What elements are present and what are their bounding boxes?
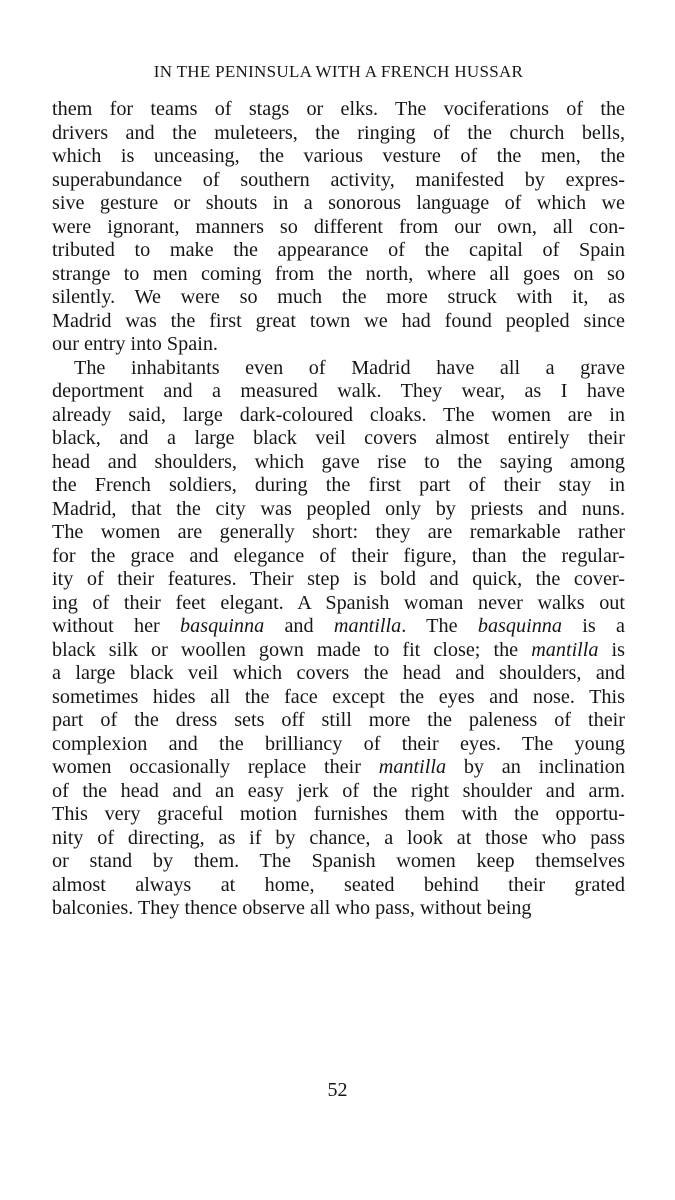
body-text: [52, 98, 625, 921]
text-line: [52, 98, 625, 122]
text-line: [52, 639, 625, 663]
text-line: [52, 192, 625, 216]
text-line: [52, 357, 625, 381]
text-run: for the grace and elegance of their figure, than the regular-: [52, 544, 625, 567]
text-run: by an inclination: [446, 756, 625, 778]
text-run: black, and a large black veil covers almost entirely their: [52, 427, 625, 449]
running-head: IN THE PENINSULA WITH A FRENCH HUSSAR: [153, 62, 524, 81]
text-line: [52, 709, 625, 733]
italic-term: mantilla: [378, 756, 447, 778]
page-number: 52: [327, 1079, 348, 1101]
text-run: the French soldiers, during the first part of their stay in: [52, 474, 625, 496]
text-run: a large black veil which covers the head and shoulders, and: [52, 662, 625, 684]
paragraph: [52, 357, 625, 921]
text-run: without her: [52, 615, 181, 637]
text-run: black silk or woollen gown made to fit close; the: [52, 638, 532, 661]
text-run: sometimes hides all the face except the eyes and nose. This: [52, 685, 625, 708]
text-run: deportment and a measured walk. They wear, as I have: [52, 380, 625, 402]
text-line: [52, 169, 625, 193]
text-run: superabundance of southern activity, manifested by expres-: [52, 168, 625, 191]
text-line: [52, 263, 625, 287]
text-line: [52, 333, 625, 357]
text-line: [52, 427, 625, 451]
text-run: or stand by them. The Spanish women keep themselves: [52, 850, 625, 872]
text-line: [52, 780, 625, 804]
text-run: balconies. They thence observe all who pass, without being: [52, 897, 532, 919]
text-line: [52, 897, 625, 921]
italic-term: mantilla: [333, 615, 402, 637]
text-line: [52, 239, 625, 263]
text-run: The inhabitants even of Madrid have all a grave: [74, 356, 625, 379]
text-run: is a: [561, 615, 625, 637]
text-run: women occasionally replace their: [52, 756, 379, 778]
text-line: [52, 568, 625, 592]
italic-term: mantilla: [531, 638, 599, 661]
text-run: The women are generally short: they are remarkable rather: [52, 521, 625, 543]
text-line: [52, 498, 625, 522]
italic-term: basquinna: [477, 615, 562, 637]
text-run: This very graceful motion furnishes them with the opportu-: [52, 803, 625, 825]
text-run: Madrid was the first great town we had found peopled since: [52, 309, 625, 332]
text-run: of the head and an easy jerk of the right shoulder and arm.: [52, 779, 625, 802]
text-line: [52, 474, 625, 498]
text-run: part of the dress sets off still more the paleness of their: [52, 709, 625, 731]
text-line: [52, 662, 625, 686]
text-run: were ignorant, manners so different from our own, all con-: [52, 215, 625, 238]
text-run: already said, large dark-coloured cloaks. The women are in: [52, 403, 625, 426]
text-run: . The: [401, 615, 478, 637]
text-run: our entry into Spain.: [52, 333, 218, 355]
text-line: [52, 615, 625, 639]
text-line: [52, 122, 625, 146]
text-run: strange to men coming from the north, where all goes on so: [52, 262, 625, 285]
text-line: [52, 592, 625, 616]
italic-term: basquinna: [180, 615, 265, 637]
text-line: [52, 286, 625, 310]
text-run: complexion and the brilliancy of their eyes. The young: [52, 732, 625, 755]
text-run: is: [598, 638, 625, 661]
text-line: [52, 521, 625, 545]
text-line: [52, 803, 625, 827]
text-run: almost always at home, seated behind their grated: [52, 873, 625, 896]
text-run: silently. We were so much the more struck with it, as: [52, 286, 625, 308]
text-line: [52, 545, 625, 569]
paragraph: [52, 98, 625, 357]
text-run: head and shoulders, which gave rise to the saying among: [52, 450, 625, 473]
text-line: [52, 756, 625, 780]
text-line: [52, 686, 625, 710]
text-line: [52, 733, 625, 757]
text-line: [52, 827, 625, 851]
text-run: ing of their feet elegant. A Spanish woman never walks out: [52, 591, 625, 614]
text-line: [52, 380, 625, 404]
text-line: [52, 216, 625, 240]
text-line: [52, 874, 625, 898]
text-run: and: [264, 615, 334, 637]
text-run: Madrid, that the city was peopled only by priests and nuns.: [52, 497, 625, 520]
text-run: tributed to make the appearance of the capital of Spain: [52, 239, 625, 261]
text-line: [52, 451, 625, 475]
text-run: them for teams of stags or elks. The vociferations of the: [52, 98, 625, 120]
text-run: sive gesture or shouts in a sonorous language of which we: [52, 192, 625, 214]
text-line: [52, 404, 625, 428]
text-run: ity of their features. Their step is bold and quick, the cover-: [52, 568, 625, 590]
text-run: which is unceasing, the various vesture of the men, the: [52, 145, 625, 167]
text-line: [52, 310, 625, 334]
text-run: nity of directing, as if by chance, a look at those who pass: [52, 826, 625, 849]
text-line: [52, 145, 625, 169]
text-run: drivers and the muleteers, the ringing of the church bells,: [52, 121, 625, 144]
text-line: [52, 850, 625, 874]
